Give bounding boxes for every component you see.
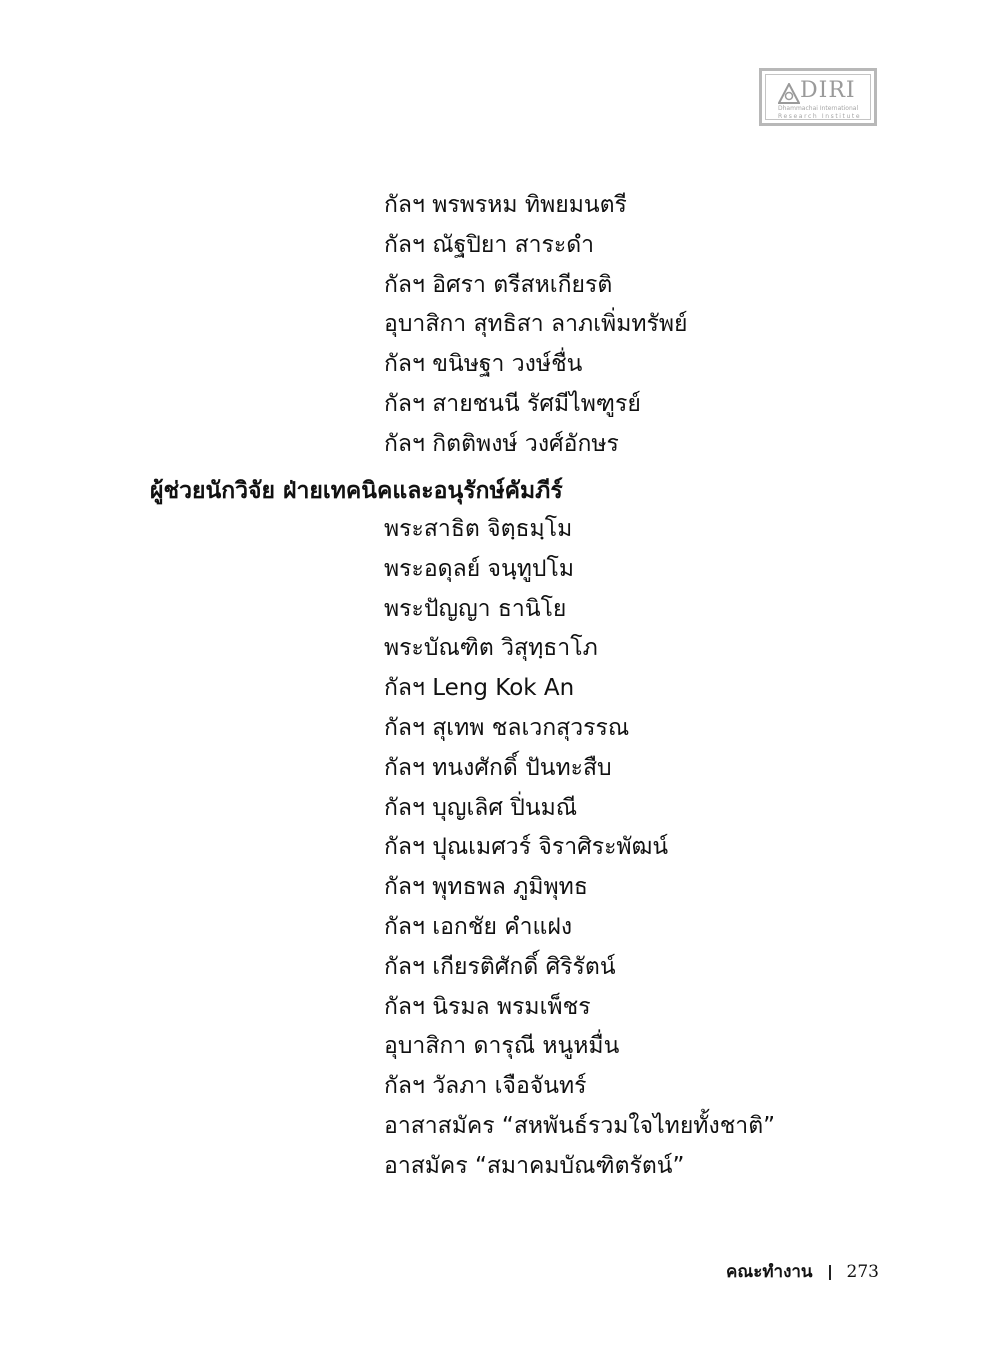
logo-wordmark: DIRI: [800, 78, 856, 103]
team-list-top: [384, 186, 688, 465]
list-item: อุบาสิกา สุทธิสา ลาภเพิ่มทรัพย์: [384, 311, 688, 338]
list-item: กัลฯ นิรมล พรมเพ็ชร: [384, 993, 591, 1020]
list-item: กัลฯ เอกชัย คำแฝง: [384, 913, 573, 940]
logo-subtitle-line2: Research Institute: [778, 113, 862, 120]
team-list-research-assistants: [384, 510, 775, 1187]
list-item: กัลฯ Leng Kok An: [384, 675, 575, 702]
list-item: กัลฯ ทนงศักดิ์ ปันทะสืบ: [384, 754, 612, 781]
page-number: 273: [846, 1262, 879, 1282]
list-item: พระปัญญา ธานิโย: [384, 595, 567, 622]
footer-section-title: คณะทำงาน: [726, 1262, 813, 1282]
list-item: กัลฯ เกียรติศักดิ์ ศิริรัตน์: [384, 953, 616, 980]
logo-subtitle-line1: Dhammachai International: [778, 105, 859, 112]
logo-frame: [765, 74, 871, 120]
list-item: อาสมัคร “สมาคมบัณฑิตรัตน์”: [384, 1152, 685, 1179]
list-item: พระสาธิต จิตฺธมฺโม: [384, 516, 573, 542]
diri-logo: [759, 68, 877, 126]
list-item: กัลฯ ขนิษฐา วงษ์ชื่น: [384, 351, 583, 378]
list-item: กัลฯ ณัฐปิยา สาระดำ: [384, 231, 595, 258]
list-item: พระอดุลย์ จนฺทูปโม: [384, 555, 574, 582]
list-item: กัลฯ สุเทพ ชลเวกสุวรรณ: [384, 714, 630, 741]
list-item: กัลฯ สายชนนี รัศมีไพฑูรย์: [384, 390, 641, 417]
list-item: กัลฯ บุญเลิศ ปิ่นมณี: [384, 794, 578, 821]
list-item: อุบาสิกา ดารุณี หนูหมื่น: [384, 1033, 620, 1060]
list-item: กัลฯ วัลภา เจือจันทร์: [384, 1073, 587, 1100]
section-heading: ผู้ช่วยนักวิจัย ฝ่ายเทคนิคและอนุรักษ์คัมภีร์: [150, 478, 563, 504]
dhammachai-emblem-icon: [778, 83, 800, 105]
page-footer: [726, 1260, 879, 1284]
list-item: กัลฯ ปุณเมศวร์ จิราศิระพัฒน์: [384, 834, 669, 861]
list-item: กัลฯ พุทธพล ภูมิพุทธ: [384, 874, 588, 901]
list-item: กัลฯ กิตติพงษ์ วงศ์อักษร: [384, 430, 619, 457]
list-item: อาสาสมัคร “สหพันธ์รวมใจไทยทั้งชาติ”: [384, 1112, 776, 1139]
footer-divider: [829, 1265, 831, 1280]
list-item: พระบัณฑิต วิสุทฺธาโภ: [384, 635, 598, 662]
list-item: กัลฯ พรพรหม ทิพยมนตรี: [384, 192, 627, 218]
list-item: กัลฯ อิศรา ตรีสหเกียรติ: [384, 271, 613, 298]
